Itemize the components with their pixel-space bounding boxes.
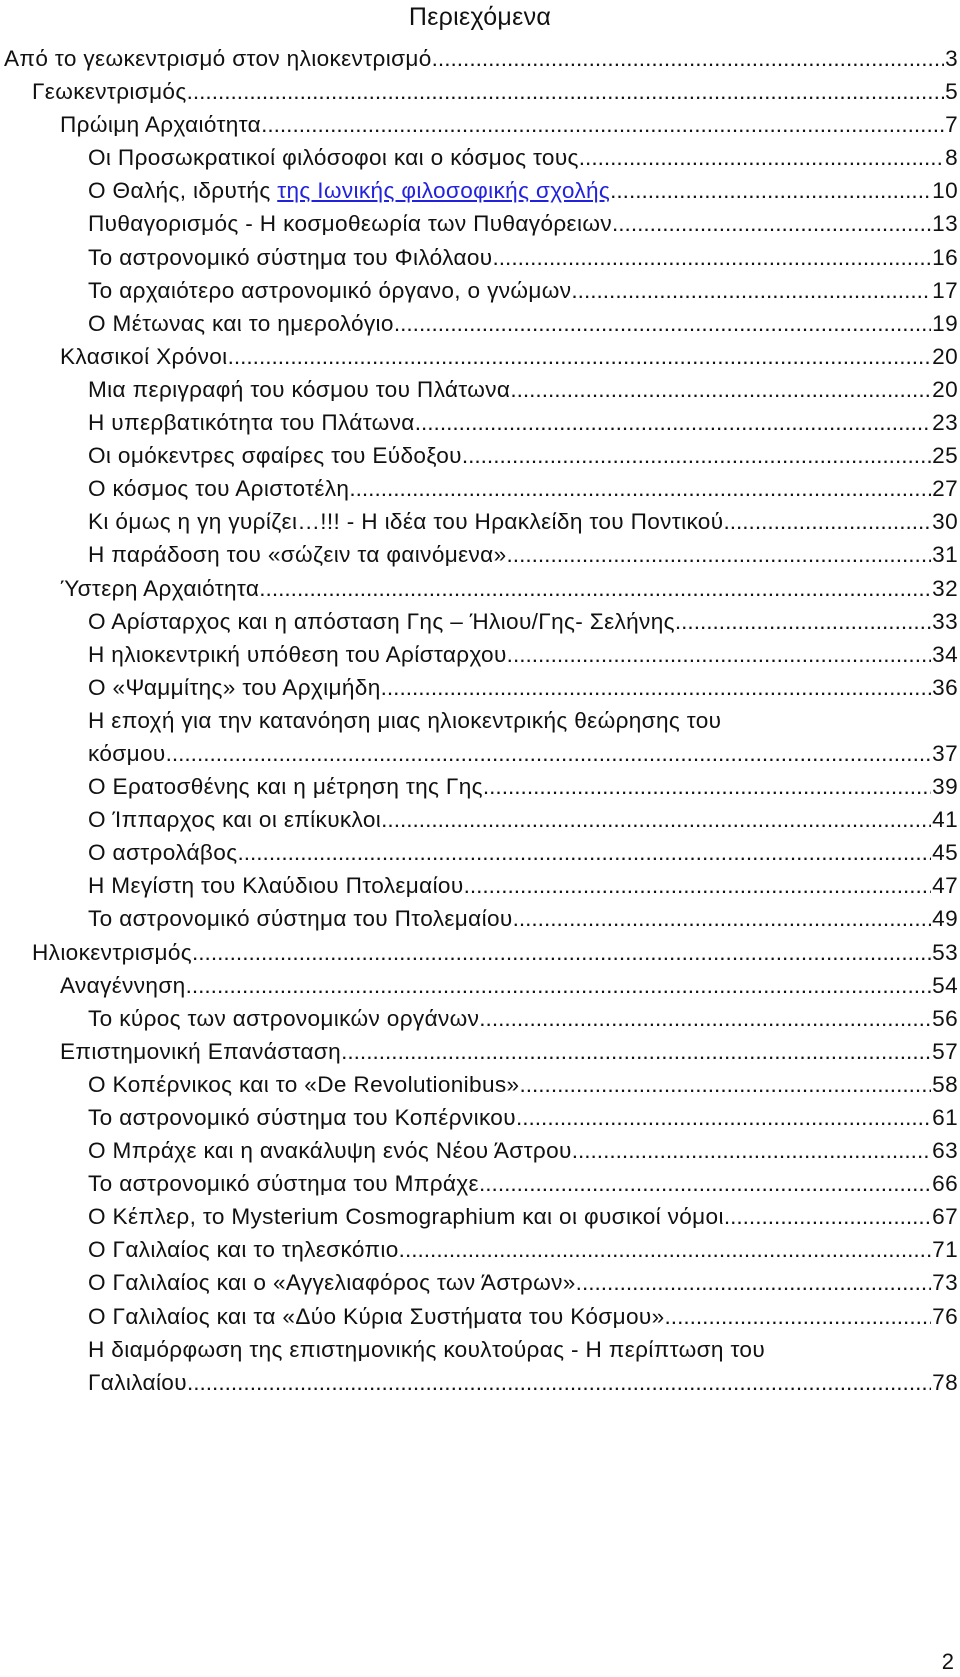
toc-entry[interactable] xyxy=(0,274,960,307)
toc-entry[interactable] xyxy=(0,1167,960,1200)
toc-page-number: 58 xyxy=(932,1071,958,1097)
toc-entry[interactable] xyxy=(0,241,960,274)
toc-page-number: 34 xyxy=(932,641,958,667)
toc-entry-title: Επιστημονική Επανάσταση xyxy=(60,1038,342,1064)
toc-dot-leader xyxy=(610,174,931,207)
toc-page-number: 25 xyxy=(932,443,958,469)
toc-dot-leader xyxy=(571,274,931,307)
toc-entry[interactable] xyxy=(0,1101,960,1134)
toc-entry[interactable] xyxy=(0,969,960,1002)
toc-entry-line xyxy=(88,1366,960,1399)
toc-dot-leader xyxy=(381,803,931,836)
toc-dot-leader xyxy=(675,605,931,638)
toc-entry-title xyxy=(88,174,610,207)
toc-dot-leader xyxy=(507,538,932,571)
toc-entry-line xyxy=(88,274,960,307)
toc-page-number: 76 xyxy=(932,1303,958,1329)
toc-entry-line xyxy=(88,1233,960,1266)
toc-entry-title: Μια περιγραφή του κόσμου του Πλάτωνα xyxy=(88,376,511,402)
toc-entry-line xyxy=(88,1300,960,1333)
toc-entry[interactable] xyxy=(0,108,960,141)
toc-entry[interactable] xyxy=(0,1134,960,1167)
toc-entry-title: Το αρχαιότερο αστρονομικό όργανο, ο γνώμων xyxy=(88,277,572,303)
toc-entry[interactable] xyxy=(0,605,960,638)
toc-dot-leader xyxy=(462,439,931,472)
toc-entry-title: Ο αστρολάβος xyxy=(88,840,238,866)
toc-entry-title: Το αστρονομικό σύστημα του Κοπέρνικου xyxy=(88,1105,516,1130)
toc-entry[interactable] xyxy=(0,1300,960,1333)
toc-dot-leader xyxy=(187,1366,931,1399)
toc-page-number: 45 xyxy=(932,840,958,866)
toc-dot-leader xyxy=(479,1167,931,1200)
toc-dot-leader xyxy=(381,671,932,704)
toc-dot-leader xyxy=(519,1068,931,1101)
toc-entry-line xyxy=(32,936,960,969)
toc-entry-line xyxy=(32,75,960,108)
toc-entry-line xyxy=(60,1035,960,1068)
toc-entry[interactable] xyxy=(0,207,960,240)
toc-entry-line xyxy=(88,1101,960,1134)
toc-entry[interactable] xyxy=(0,770,960,803)
toc-page-number: 73 xyxy=(932,1270,958,1296)
toc-page-number: 33 xyxy=(932,608,958,634)
toc-page-number: 47 xyxy=(932,873,958,899)
toc-entry-title: Πυθαγορισμός - Η κοσμοθεωρία των Πυθαγόρειων xyxy=(88,211,612,237)
toc-page-number: 37 xyxy=(932,740,958,766)
toc-dot-leader xyxy=(493,241,932,274)
toc-dot-leader xyxy=(349,472,931,505)
toc-entry-title: Ο Αρίσταρχος και η απόσταση Γης – Ήλιου/Γης- Σελήνης xyxy=(88,608,675,634)
toc-entry-title: Ο «Ψαμμίτης» του Αρχιμήδη xyxy=(88,674,381,700)
toc-entry-line xyxy=(88,373,960,406)
toc-entry-line xyxy=(88,1002,960,1035)
toc-entry-title: Γεωκεντρισμός xyxy=(32,79,187,105)
toc-entry-title: Γαλιλαίου xyxy=(88,1369,187,1395)
toc-dot-leader xyxy=(665,1300,932,1333)
toc-dot-leader xyxy=(572,1134,931,1167)
toc-page-number: 66 xyxy=(932,1171,958,1197)
toc-entry-title-line1: Η εποχή για την κατανόηση μιας ηλιοκεντρικής θεώρησης του xyxy=(88,707,722,733)
toc-entry[interactable] xyxy=(0,704,960,770)
toc-page-number: 39 xyxy=(932,774,958,800)
toc-entry-title-prefix: Ο Θαλής, ιδρυτής xyxy=(88,178,278,204)
toc-page-number: 16 xyxy=(932,244,958,270)
toc-entry[interactable] xyxy=(0,538,960,571)
toc-entry-line xyxy=(88,605,960,638)
toc-dot-leader xyxy=(479,1002,931,1035)
toc-entry-title: Ο κόσμος του Αριστοτέλη xyxy=(88,476,350,502)
toc-page-number: 3 xyxy=(945,46,958,71)
toc-entry[interactable] xyxy=(0,671,960,704)
toc-dot-leader xyxy=(261,108,944,141)
toc-entry-line xyxy=(88,1266,960,1299)
toc-entry[interactable] xyxy=(0,340,960,373)
toc-entry[interactable] xyxy=(0,141,960,174)
toc-entry[interactable] xyxy=(0,307,960,340)
toc-entry-title: Ο Μέτωνας και το ημερολόγιο xyxy=(88,310,394,336)
toc-dot-leader xyxy=(237,836,931,869)
toc-entry-title: Το αστρονομικό σύστημα του Μπράχε xyxy=(88,1171,479,1197)
page-number: 2 xyxy=(941,1649,954,1674)
toc-entry[interactable] xyxy=(0,1200,960,1233)
toc-entry[interactable] xyxy=(0,75,960,108)
toc-page-number: 19 xyxy=(932,310,958,336)
toc-page-number: 5 xyxy=(945,79,958,105)
toc-dot-leader xyxy=(516,1101,931,1134)
toc-entry-title: Ο Ίππαρχος και οι επίκυκλοι xyxy=(88,807,382,833)
toc-page-number: 8 xyxy=(945,145,958,171)
toc-page-number: 20 xyxy=(932,376,958,402)
toc-page-number: 31 xyxy=(932,542,958,568)
toc-entry-title: Αναγέννηση xyxy=(60,972,186,998)
toc-entry[interactable] xyxy=(0,472,960,505)
toc-entry-line xyxy=(4,42,960,75)
toc-entry[interactable] xyxy=(0,638,960,671)
toc-entry-line xyxy=(88,638,960,671)
toc-entry[interactable] xyxy=(0,1266,960,1299)
toc-entry-line xyxy=(88,241,960,274)
toc-entry[interactable] xyxy=(0,1002,960,1035)
toc-entry-line xyxy=(88,505,960,538)
toc-entry[interactable] xyxy=(0,42,960,75)
toc-entry[interactable] xyxy=(0,1068,960,1101)
toc-dot-leader xyxy=(186,969,932,1002)
toc-dot-leader xyxy=(724,1200,931,1233)
toc-entry-title: Κλασικοί Χρόνοι xyxy=(60,343,228,369)
toc-entry-title: Ο Γαλιλαίος και το τηλεσκόπιο xyxy=(88,1237,399,1263)
toc-dot-leader xyxy=(723,505,931,538)
toc-entry-line xyxy=(88,1167,960,1200)
table-of-contents xyxy=(0,42,960,1399)
toc-page-number: 56 xyxy=(932,1005,958,1031)
toc-entry-title: Οι Προσωκρατικοί φιλόσοφοι και ο κόσμος τους xyxy=(88,145,579,171)
toc-entry-title: Το αστρονομικό σύστημα του Πτολεμαίου xyxy=(88,906,513,932)
toc-entry-title: Η παράδοση του «σώζειν τα φαινόμενα» xyxy=(88,542,507,568)
toc-entry-line xyxy=(88,1068,960,1101)
toc-entry-title: Ο Γαλιλαίος και τα «Δύο Κύρια Συστήματα του Κόσμου» xyxy=(88,1303,665,1329)
toc-entry-title-line1: Η διαμόρφωση της επιστημονικής κουλτούρας - Η περίπτωση του xyxy=(88,1336,766,1362)
toc-entry-title: Οι ομόκεντρες σφαίρες του Εύδοξου xyxy=(88,443,462,469)
toc-entry[interactable] xyxy=(0,572,960,605)
toc-entry[interactable] xyxy=(0,936,960,969)
toc-dot-leader xyxy=(192,936,931,969)
toc-entry-title: Η Μεγίστη του Κλαύδιου Πτολεμαίου xyxy=(88,873,464,899)
toc-entry[interactable] xyxy=(0,174,960,207)
toc-page-number: 57 xyxy=(932,1038,958,1064)
toc-dot-leader xyxy=(399,1233,931,1266)
toc-page-number: 36 xyxy=(932,674,958,700)
toc-entry[interactable] xyxy=(0,373,960,406)
toc-entry-line xyxy=(88,406,960,439)
toc-dot-leader xyxy=(415,406,931,439)
toc-entry-line xyxy=(88,439,960,472)
toc-entry[interactable] xyxy=(0,1035,960,1068)
toc-dot-leader xyxy=(259,572,931,605)
toc-dot-leader xyxy=(394,307,931,340)
toc-dot-leader xyxy=(612,207,931,240)
toc-dot-leader xyxy=(432,42,944,75)
toc-entry-title: κόσμου xyxy=(88,740,166,766)
toc-page-number: 63 xyxy=(932,1138,958,1164)
toc-entry-title: Από το γεωκεντρισμό στον ηλιοκεντρισμό xyxy=(4,46,432,71)
toc-entry-hyperlink[interactable]: της Ιωνικής φιλοσοφικής σχολής xyxy=(277,178,611,204)
toc-entry-line xyxy=(88,737,960,770)
toc-entry-line xyxy=(88,207,960,240)
page-title: Περιεχόμενα xyxy=(408,3,552,31)
toc-dot-leader xyxy=(228,340,932,373)
toc-entry-title: Η υπερβατικότητα του Πλάτωνα xyxy=(88,410,415,436)
toc-page-number: 78 xyxy=(932,1369,958,1395)
toc-entry[interactable] xyxy=(0,902,960,935)
toc-entry[interactable] xyxy=(0,836,960,869)
toc-dot-leader xyxy=(341,1035,931,1068)
toc-entry[interactable] xyxy=(0,1233,960,1266)
toc-dot-leader xyxy=(464,869,932,902)
toc-dot-leader xyxy=(483,770,931,803)
toc-entry-line xyxy=(88,770,960,803)
toc-entry-line xyxy=(60,969,960,1002)
toc-page-number: 32 xyxy=(932,575,958,601)
toc-entry-line xyxy=(88,671,960,704)
toc-dot-leader xyxy=(510,373,931,406)
toc-page-number: 13 xyxy=(932,211,958,237)
toc-page-number: 53 xyxy=(932,939,958,965)
toc-page-number: 23 xyxy=(932,410,958,436)
toc-entry-line xyxy=(88,141,960,174)
toc-page-number: 30 xyxy=(932,509,958,535)
toc-entry[interactable] xyxy=(0,869,960,902)
toc-page-number: 27 xyxy=(932,476,958,502)
toc-entry[interactable] xyxy=(0,803,960,836)
toc-entry-title: Ο Μπράχε και η ανακάλυψη ενός Νέου Άστρου xyxy=(88,1138,572,1164)
toc-entry-title: Ο Κέπλερ, το Mysterium Cosmographium και οι φυσικοί νόμοι xyxy=(88,1204,724,1230)
toc-page-number: 71 xyxy=(932,1237,958,1263)
toc-entry-line xyxy=(88,836,960,869)
toc-entry[interactable] xyxy=(0,406,960,439)
toc-page-number: 10 xyxy=(932,178,958,204)
toc-entry-title: Ο Γαλιλαίος και ο «Αγγελιαφόρος των Άστρων» xyxy=(88,1270,576,1296)
toc-page-number: 54 xyxy=(932,972,958,998)
toc-entry-line xyxy=(88,1134,960,1167)
toc-entry-line xyxy=(88,174,960,207)
toc-entry-line xyxy=(60,108,960,141)
toc-page-number: 7 xyxy=(945,112,958,138)
toc-entry-title: Ηλιοκεντρισμός xyxy=(32,939,192,965)
toc-page-number: 61 xyxy=(932,1105,958,1130)
toc-entry-line xyxy=(60,340,960,373)
toc-page-number: 49 xyxy=(932,906,958,932)
toc-dot-leader xyxy=(507,638,931,671)
toc-entry-title: Το αστρονομικό σύστημα του Φιλόλαου xyxy=(88,244,493,270)
toc-entry[interactable] xyxy=(0,505,960,538)
toc-entry-line xyxy=(88,869,960,902)
toc-dot-leader xyxy=(579,141,944,174)
toc-entry-title: Το κύρος των αστρονομικών οργάνων xyxy=(88,1005,480,1031)
toc-dot-leader xyxy=(166,737,932,770)
toc-dot-leader xyxy=(513,902,932,935)
toc-entry-line xyxy=(88,538,960,571)
toc-page-number: 20 xyxy=(932,343,958,369)
toc-entry-line xyxy=(60,572,960,605)
toc-entry-title: Κι όμως η γη γυρίζει…!!! - Η ιδέα του Ηρακλείδη του Ποντικού xyxy=(88,509,724,535)
toc-entry-line xyxy=(88,902,960,935)
toc-entry-title: Ύστερη Αρχαιότητα xyxy=(60,575,260,601)
toc-entry[interactable] xyxy=(0,439,960,472)
toc-entry-title: Πρώιμη Αρχαιότητα xyxy=(60,112,262,138)
toc-entry-title: Ο Κοπέρνικος και το «De Revolutionibus» xyxy=(88,1071,520,1097)
toc-entry-title: Η ηλιοκεντρική υπόθεση του Αρίσταρχου xyxy=(88,641,507,667)
toc-dot-leader xyxy=(576,1266,931,1299)
toc-page-number: 67 xyxy=(932,1204,958,1230)
toc-dot-leader xyxy=(187,75,944,108)
toc-entry-title: Ο Ερατοσθένης και η μέτρηση της Γης xyxy=(88,774,483,800)
toc-entry-line xyxy=(88,307,960,340)
toc-entry-line xyxy=(88,472,960,505)
toc-entry[interactable] xyxy=(0,1333,960,1399)
toc-page-number: 41 xyxy=(932,807,958,833)
toc-entry-line xyxy=(88,1200,960,1233)
toc-page-number: 17 xyxy=(932,277,958,303)
toc-entry-line xyxy=(88,803,960,836)
